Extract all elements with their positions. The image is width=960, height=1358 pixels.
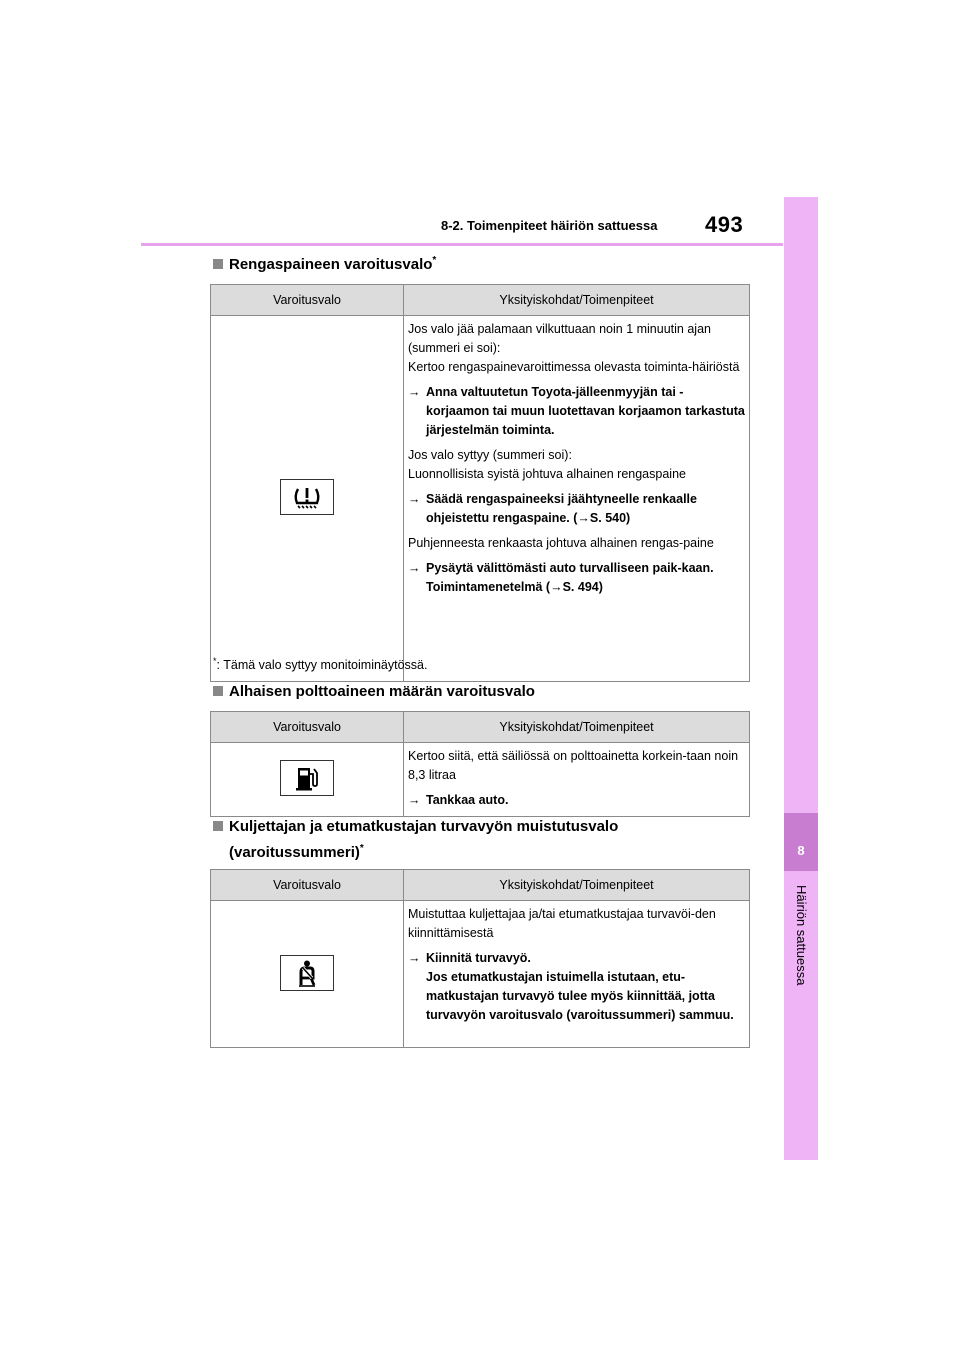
arrow-icon: → (408, 951, 421, 965)
bullet-square-icon (213, 821, 223, 831)
heading-text: Rengaspaineen varoitusvalo (229, 256, 433, 273)
warning-table-low-fuel (210, 711, 750, 817)
section-heading-low-fuel (213, 683, 535, 700)
warning-table-seatbelt (210, 869, 750, 1048)
arrow-icon: → (408, 793, 421, 807)
footnote-mark: * (432, 255, 437, 266)
column-header-details: Yksityiskohdat/Toimenpiteet (404, 870, 750, 901)
chapter-label: Häiriön sattuessa (794, 885, 809, 986)
column-header-warning-light: Varoitusvalo (211, 285, 404, 316)
action-item (408, 559, 745, 597)
chapter-number: 8 (797, 843, 805, 858)
detail-text: Jos valo jää palamaan vilkuttuaan noin 1 minuutin ajan (summeri ei soi): (408, 322, 711, 355)
icon-cell (211, 901, 404, 1048)
seatbelt-reminder-icon (280, 955, 334, 991)
column-header-details: Yksityiskohdat/Toimenpiteet (404, 712, 750, 743)
detail-text: Luonnollisista syistä johtuva alhainen rengaspaine (408, 467, 686, 481)
fuel-pump-icon (280, 760, 334, 796)
footnote-mark: * (213, 656, 217, 666)
action-text: Toimintamenetelmä (→S. 494) (426, 580, 603, 594)
icon-cell (211, 316, 404, 682)
footnote-text: : Tämä valo syttyy monitoiminäytössä. (216, 658, 428, 673)
section-heading-tire-pressure (213, 255, 436, 273)
column-header-warning-light: Varoitusvalo (211, 870, 404, 901)
tire-pressure-warning-icon (280, 479, 334, 515)
action-item (408, 791, 745, 810)
bullet-square-icon (213, 259, 223, 269)
heading-text: Kuljettajan ja etumatkustajan turvavyön muistutusvalo (229, 818, 619, 835)
action-text: Pysäytä välittömästi auto turvalliseen paik-kaan. (426, 561, 714, 575)
detail-text: Kertoo rengaspainevaroittimessa olevasta toiminta-häiriöstä (408, 360, 740, 374)
arrow-icon: → (408, 385, 421, 399)
details-cell (404, 743, 750, 817)
arrow-icon: → (408, 561, 421, 575)
details-cell (404, 901, 750, 1048)
detail-text: Muistuttaa kuljettajaa ja/tai etumatkustajaa turvavöi-den kiinnittämisestä (408, 907, 716, 940)
arrow-icon: → (408, 492, 421, 506)
action-item (408, 383, 745, 440)
action-text: Kiinnitä turvavyö. (426, 951, 531, 965)
action-text: Jos etumatkustajan istuimella istutaan, etu-matkustajan turvavyö tulee myös kiinnittää, jotta turvavyön varoitusvalo (varoitussummeri) sammuu. (426, 970, 734, 1022)
chapter-tab (784, 197, 818, 1160)
action-text: Tankkaa auto. (426, 793, 509, 807)
header-divider (141, 243, 783, 246)
detail-text: Jos valo syttyy (summeri soi): (408, 448, 572, 462)
footnote (213, 656, 427, 672)
action-item (408, 949, 745, 1025)
footnote-mark: * (359, 843, 364, 854)
action-text: Anna valtuutetun Toyota-jälleenmyyjän tai -korjaamon tai muun luotettavan korjaamon tarkastuta järjestelmän toiminta. (426, 385, 745, 437)
warning-table-tire-pressure (210, 284, 750, 682)
section-title: 8-2. Toimenpiteet häiriön sattuessa (441, 218, 658, 233)
detail-text: Kertoo siitä, että säiliössä on polttoainetta korkein-taan noin 8,3 litraa (408, 749, 739, 782)
action-text: Säädä rengaspaineeksi jäähtyneelle renkaalle ohjeistettu rengaspaine. (→S. 540) (426, 492, 697, 525)
details-cell (404, 316, 750, 682)
section-heading-seatbelt (213, 816, 618, 864)
column-header-details: Yksityiskohdat/Toimenpiteet (404, 285, 750, 316)
detail-text: Puhjenneesta renkaasta johtuva alhainen rengas-paine (408, 536, 714, 550)
icon-cell (211, 743, 404, 817)
chapter-number-tab (784, 813, 818, 871)
column-header-warning-light: Varoitusvalo (211, 712, 404, 743)
heading-text: Alhaisen polttoaineen määrän varoitusvalo (229, 683, 535, 700)
heading-text: (varoitussummeri) (229, 844, 360, 861)
page-number: 493 (705, 212, 744, 237)
action-item (408, 490, 745, 528)
bullet-square-icon (213, 686, 223, 696)
